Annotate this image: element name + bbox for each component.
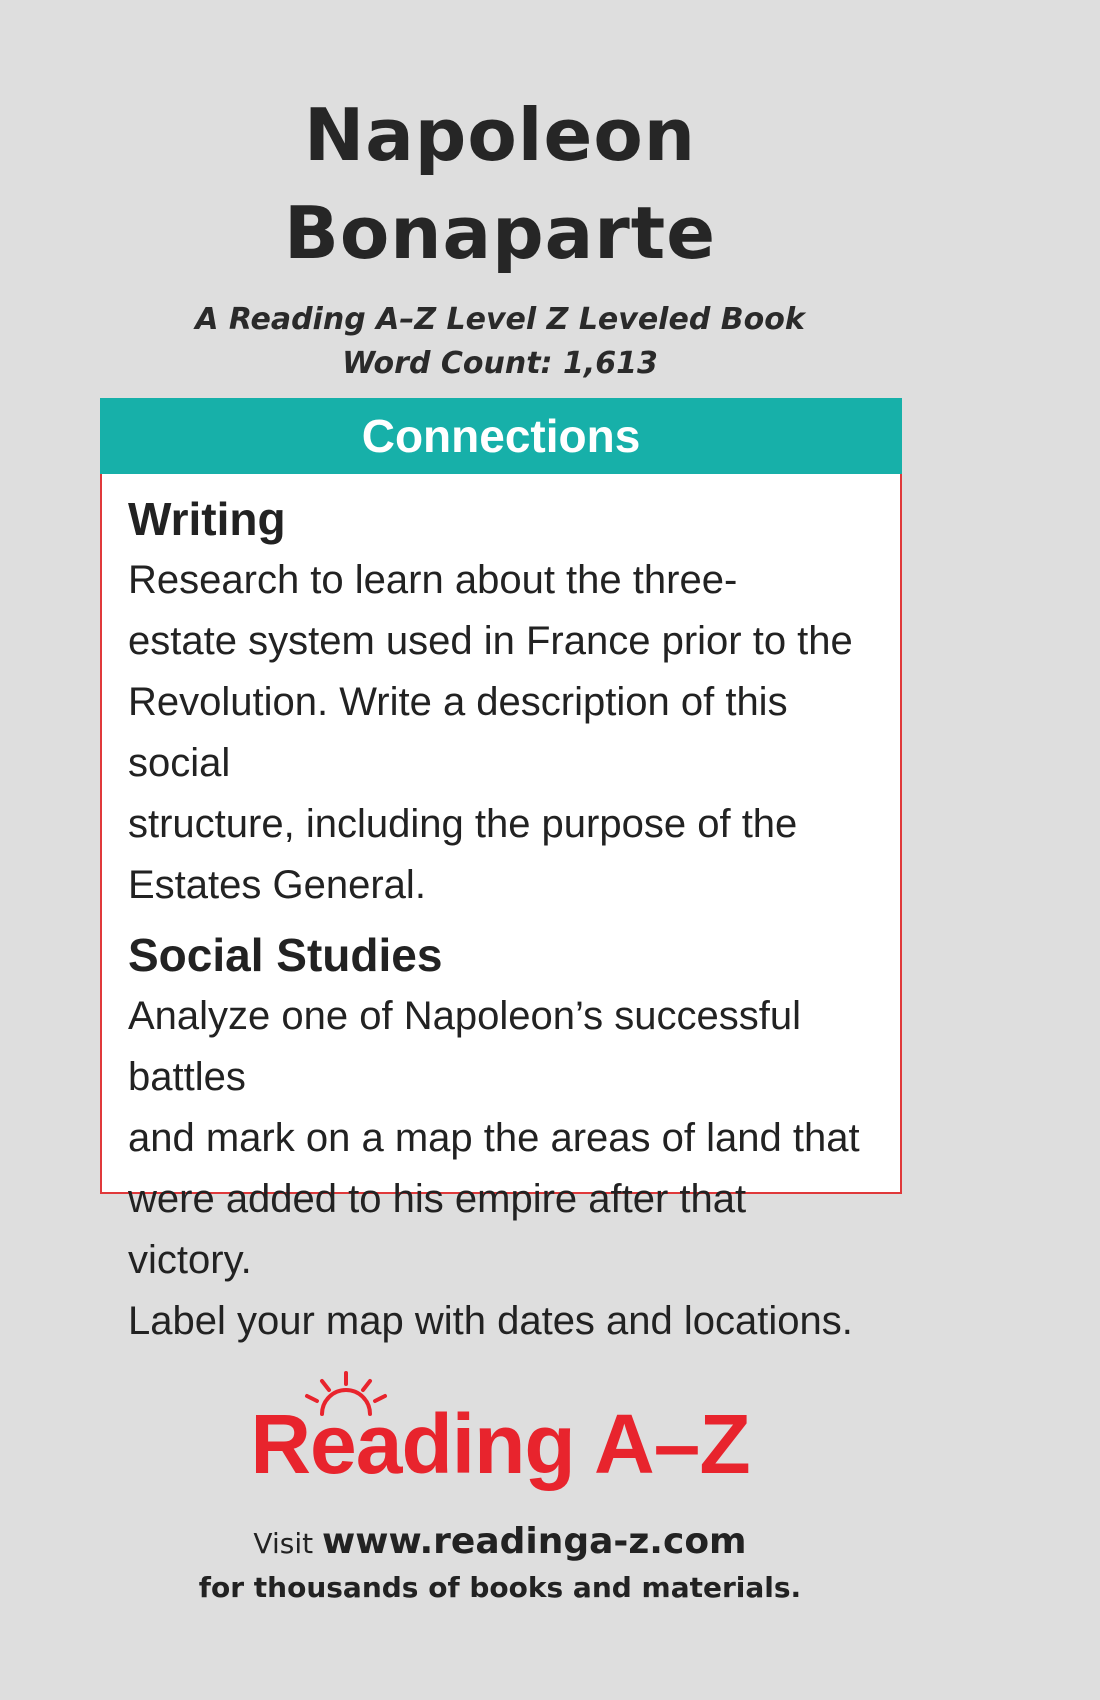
- connections-box: [100, 398, 902, 1343]
- writing-line: Revolution. Write a description of this social: [128, 680, 788, 785]
- social-studies-line: Label your map with dates and locations.: [128, 1299, 853, 1343]
- footer-tagline: for thousands of books and materials.: [198, 1571, 802, 1604]
- website-link[interactable]: www.readinga-z.com: [322, 1521, 747, 1562]
- social-studies-line: were added to his empire after that victory.: [128, 1177, 747, 1282]
- footer-visit: [100, 1520, 900, 1566]
- title-line-1: Napoleon: [303, 93, 697, 177]
- writing-body: [128, 550, 874, 916]
- writing-line: Estates General.: [128, 863, 426, 907]
- connections-header: Connections: [100, 398, 902, 474]
- visit-label: Visit: [253, 1527, 314, 1560]
- writing-line: Research to learn about the three-: [128, 558, 738, 602]
- book-subtitle: [100, 298, 900, 386]
- logo-wrap: [250, 1396, 749, 1492]
- subtitle-level: A Reading A–Z Level Z Leveled Book: [195, 302, 805, 337]
- writing-line: estate system used in France prior to the: [128, 619, 853, 663]
- social-studies-body: [128, 986, 874, 1352]
- social-studies-heading: Social Studies: [128, 929, 443, 981]
- title-line-2: Bonaparte: [283, 191, 717, 275]
- social-studies-line: Analyze one of Napoleon’s successful battles: [128, 994, 802, 1099]
- connections-content: [102, 474, 900, 1352]
- book-title: [100, 86, 900, 282]
- footer: [100, 1520, 900, 1610]
- title-block: [100, 86, 900, 386]
- writing-line: structure, including the purpose of the: [128, 802, 798, 846]
- logo-text: Reading A–Z: [250, 1397, 750, 1491]
- social-studies-line: and mark on a map the areas of land that: [128, 1116, 860, 1160]
- subtitle-word-count: Word Count: 1,613: [342, 346, 658, 381]
- sun-icon: [304, 1370, 388, 1418]
- writing-heading: Writing: [128, 493, 286, 545]
- reading-az-logo: [100, 1396, 900, 1492]
